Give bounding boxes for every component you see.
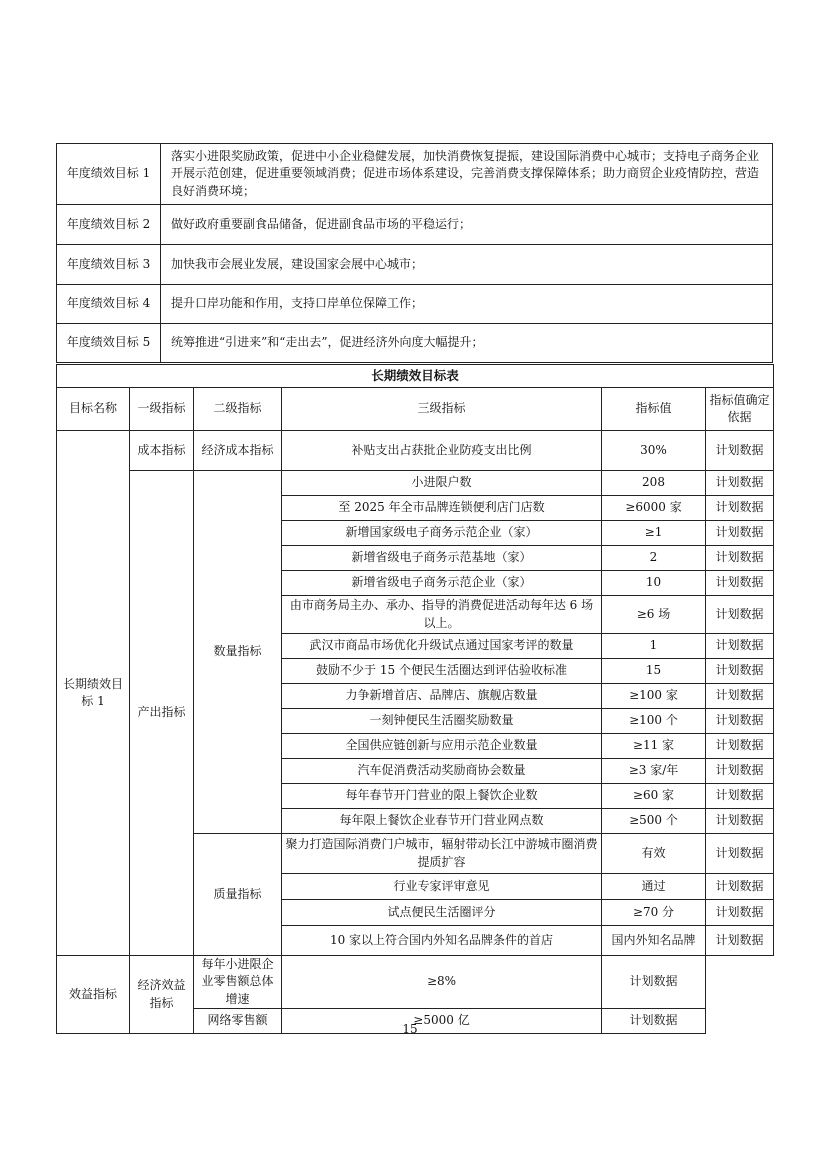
- indicator-basis: 计划数据: [706, 684, 774, 709]
- indicator-name: 力争新增首店、品牌店、旗舰店数量: [282, 684, 602, 709]
- indicator-value: ≥1: [602, 521, 706, 546]
- long-term-goals-body: [57, 365, 774, 1034]
- annual-goal-row: [57, 285, 773, 324]
- indicator-basis: 计划数据: [706, 834, 774, 874]
- indicator-value: 1: [602, 634, 706, 659]
- annual-goal-row: [57, 144, 773, 205]
- annual-goal-row: [57, 205, 773, 245]
- indicator-value: ≥5000 亿: [282, 1009, 602, 1034]
- level2-economic-benefit: 经济效益指标: [130, 956, 194, 1034]
- indicator-basis: 计划数据: [706, 571, 774, 596]
- annual-goals-table: [56, 143, 773, 363]
- annual-goal-label: 年度绩效目标 3: [57, 245, 161, 285]
- indicator-basis: 计划数据: [602, 1009, 706, 1034]
- indicator-value: 10: [602, 571, 706, 596]
- annual-goal-text: 统筹推进“引进来”和“走出去”，促进经济外向度大幅提升；: [161, 324, 773, 363]
- indicator-value: 30%: [602, 431, 706, 471]
- indicator-value: ≥500 个: [602, 809, 706, 834]
- header-value: 指标值: [602, 388, 706, 431]
- annual-goal-label: 年度绩效目标 4: [57, 285, 161, 324]
- indicator-value: ≥60 家: [602, 784, 706, 809]
- indicator-basis: 计划数据: [706, 496, 774, 521]
- indicator-value: 208: [602, 471, 706, 496]
- indicator-value: ≥6 场: [602, 596, 706, 634]
- level2-quantity: 数量指标: [194, 471, 282, 834]
- indicator-name: 每年小进限企业零售额总体增速: [194, 956, 282, 1009]
- level1-benefit: 效益指标: [57, 956, 130, 1034]
- header-level2: 二级指标: [194, 388, 282, 431]
- indicator-value: 通过: [602, 874, 706, 900]
- header-name: 目标名称: [57, 388, 130, 431]
- indicator-name: 新增省级电子商务示范企业（家）: [282, 571, 602, 596]
- level2-quality: 质量指标: [194, 834, 282, 956]
- annual-goal-row: [57, 324, 773, 363]
- indicator-name: 新增省级电子商务示范基地（家）: [282, 546, 602, 571]
- indicator-basis: 计划数据: [706, 734, 774, 759]
- indicator-name: 由市商务局主办、承办、指导的消费促进活动每年达 6 场以上。: [282, 596, 602, 634]
- indicator-value: ≥3 家/年: [602, 759, 706, 784]
- indicator-row: [57, 431, 774, 471]
- header-basis: 指标值确定依据: [706, 388, 774, 431]
- indicator-value: ≥100 家: [602, 684, 706, 709]
- indicator-name: 全国供应链创新与应用示范企业数量: [282, 734, 602, 759]
- indicator-basis: 计划数据: [706, 596, 774, 634]
- indicator-value: 2: [602, 546, 706, 571]
- indicator-value: ≥100 个: [602, 709, 706, 734]
- annual-goal-text: 落实小进限奖励政策，促进中小企业稳健发展，加快消费恢复提振，建设国际消费中心城市；支持电子商务企业开展示范创建，促进重要领域消费；促进市场体系建设，完善消费支撑保障体系；助力商贸企业疫情防控，营造良好消费环境；: [161, 144, 773, 205]
- annual-goals-body: [57, 144, 773, 363]
- indicator-name: 新增国家级电子商务示范企业（家）: [282, 521, 602, 546]
- indicator-basis: 计划数据: [706, 634, 774, 659]
- indicator-name: 行业专家评审意见: [282, 874, 602, 900]
- annual-goal-text: 提升口岸功能和作用，支持口岸单位保障工作；: [161, 285, 773, 324]
- indicator-name: 武汉市商品市场优化升级试点通过国家考评的数量: [282, 634, 602, 659]
- indicator-basis: 计划数据: [602, 956, 706, 1009]
- level1-cost: 成本指标: [130, 431, 194, 471]
- indicator-name: 10 家以上符合国内外知名品牌条件的首店: [282, 926, 602, 956]
- indicator-name: 鼓励不少于 15 个便民生活圈达到评估验收标准: [282, 659, 602, 684]
- level1-output: 产出指标: [130, 471, 194, 956]
- indicator-value: 15: [602, 659, 706, 684]
- indicator-basis: 计划数据: [706, 471, 774, 496]
- indicator-name: 小进限户数: [282, 471, 602, 496]
- annual-goal-text: 做好政府重要副食品储备，促进副食品市场的平稳运行；: [161, 205, 773, 245]
- indicator-value: 国内外知名品牌: [602, 926, 706, 956]
- long-term-title-row: [57, 365, 774, 388]
- indicator-basis: 计划数据: [706, 874, 774, 900]
- indicator-basis: 计划数据: [706, 759, 774, 784]
- long-term-title: 长期绩效目标表: [57, 365, 774, 388]
- indicator-value: ≥70 分: [602, 900, 706, 926]
- annual-goal-label: 年度绩效目标 5: [57, 324, 161, 363]
- indicator-basis: 计划数据: [706, 709, 774, 734]
- header-level1: 一级指标: [130, 388, 194, 431]
- long-term-header-row: [57, 388, 774, 431]
- indicator-name: 一刻钟便民生活圈奖励数量: [282, 709, 602, 734]
- long-term-goal-name: 长期绩效目标 1: [57, 431, 130, 956]
- indicator-basis: 计划数据: [706, 926, 774, 956]
- page-number: 15: [402, 1022, 418, 1036]
- indicator-basis: 计划数据: [706, 659, 774, 684]
- indicator-basis: 计划数据: [706, 521, 774, 546]
- indicator-name: 试点便民生活圈评分: [282, 900, 602, 926]
- header-level3: 三级指标: [282, 388, 602, 431]
- indicator-name: 网络零售额: [194, 1009, 282, 1034]
- indicator-name: 补贴支出占获批企业防疫支出比例: [282, 431, 602, 471]
- annual-goal-row: [57, 245, 773, 285]
- indicator-row: [57, 956, 774, 1009]
- indicator-name: 汽车促消费活动奖励商协会数量: [282, 759, 602, 784]
- annual-goal-label: 年度绩效目标 1: [57, 144, 161, 205]
- indicator-name: 每年春节开门营业的限上餐饮企业数: [282, 784, 602, 809]
- indicator-value: ≥11 家: [602, 734, 706, 759]
- annual-goal-label: 年度绩效目标 2: [57, 205, 161, 245]
- indicator-name: 每年限上餐饮企业春节开门营业网点数: [282, 809, 602, 834]
- indicator-value: ≥8%: [282, 956, 602, 1009]
- level2-economic-cost: 经济成本指标: [194, 431, 282, 471]
- indicator-basis: 计划数据: [706, 546, 774, 571]
- indicator-value: ≥6000 家: [602, 496, 706, 521]
- indicator-row: [57, 471, 774, 496]
- indicator-name: 至 2025 年全市品牌连锁便利店门店数: [282, 496, 602, 521]
- indicator-name: 聚力打造国际消费门户城市，辐射带动长江中游城市圈消费提质扩容: [282, 834, 602, 874]
- indicator-basis: 计划数据: [706, 431, 774, 471]
- indicator-value: 有效: [602, 834, 706, 874]
- indicator-basis: 计划数据: [706, 784, 774, 809]
- annual-goal-text: 加快我市会展业发展，建设国家会展中心城市；: [161, 245, 773, 285]
- long-term-goals-table: [56, 364, 774, 1034]
- indicator-basis: 计划数据: [706, 809, 774, 834]
- indicator-basis: 计划数据: [706, 900, 774, 926]
